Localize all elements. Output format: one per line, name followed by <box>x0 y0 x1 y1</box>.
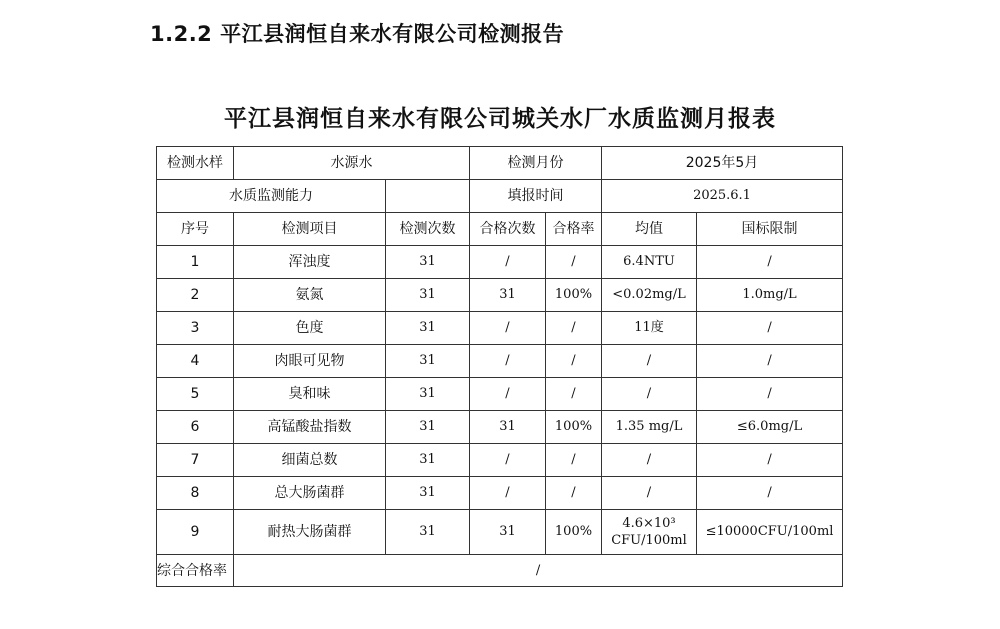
table-row <box>157 411 843 444</box>
table-row <box>157 312 843 345</box>
row-pass: / <box>470 246 546 279</box>
row-item: 总大肠菌群 <box>234 477 386 510</box>
row-rate: 100% <box>546 411 602 444</box>
row-item: 耐热大肠菌群 <box>234 510 386 555</box>
summary-label: 综合合格率 <box>157 555 234 587</box>
header-rate: 合格率 <box>546 213 602 246</box>
row-limit: / <box>697 477 843 510</box>
header-mean: 均值 <box>602 213 697 246</box>
table-row <box>157 279 843 312</box>
row-limit: / <box>697 246 843 279</box>
row-rate: / <box>546 378 602 411</box>
row-count: 31 <box>386 444 470 477</box>
fill-time-label: 填报时间 <box>470 180 602 213</box>
sample-label: 检测水样 <box>157 147 234 180</box>
table-row <box>157 510 843 555</box>
month-value: 2025年5月 <box>602 147 843 180</box>
row-mean: / <box>602 444 697 477</box>
row-mean: / <box>602 378 697 411</box>
row-no: 3 <box>157 312 234 345</box>
row-rate: / <box>546 312 602 345</box>
table-row <box>157 378 843 411</box>
row-no: 8 <box>157 477 234 510</box>
row-limit: 1.0mg/L <box>697 279 843 312</box>
summary-row <box>157 555 843 587</box>
row-no: 6 <box>157 411 234 444</box>
table-title: 平江县润恒自来水有限公司城关水厂水质监测月报表 <box>224 105 776 132</box>
row-item: 色度 <box>234 312 386 345</box>
header-row <box>157 213 843 246</box>
row-count: 31 <box>386 378 470 411</box>
row-no: 7 <box>157 444 234 477</box>
row-limit: ≤10000CFU/100ml <box>697 510 843 555</box>
row-item: 肉眼可见物 <box>234 345 386 378</box>
capability-value <box>386 180 470 213</box>
row-item: 臭和味 <box>234 378 386 411</box>
row-count: 31 <box>386 510 470 555</box>
row-rate: / <box>546 477 602 510</box>
row-mean: 1.35 mg/L <box>602 411 697 444</box>
row-item: 细菌总数 <box>234 444 386 477</box>
row-no: 9 <box>157 510 234 555</box>
row-rate: / <box>546 246 602 279</box>
header-no: 序号 <box>157 213 234 246</box>
row-count: 31 <box>386 477 470 510</box>
row-count: 31 <box>386 411 470 444</box>
row-rate: / <box>546 444 602 477</box>
row-pass: / <box>470 312 546 345</box>
row-limit: / <box>697 378 843 411</box>
water-quality-report-table <box>156 146 843 587</box>
row-mean: / <box>602 345 697 378</box>
row-count: 31 <box>386 246 470 279</box>
row-pass: 31 <box>470 411 546 444</box>
row-pass: / <box>470 378 546 411</box>
row-mean: / <box>602 477 697 510</box>
row-count: 31 <box>386 279 470 312</box>
table-row <box>157 345 843 378</box>
header-pass: 合格次数 <box>470 213 546 246</box>
row-rate: / <box>546 345 602 378</box>
row-pass: 31 <box>470 510 546 555</box>
capability-label: 水质监测能力 <box>157 180 386 213</box>
row-limit: / <box>697 345 843 378</box>
row-limit: / <box>697 312 843 345</box>
table-row <box>157 246 843 279</box>
row-no: 4 <box>157 345 234 378</box>
row-no: 2 <box>157 279 234 312</box>
summary-value: / <box>234 555 843 587</box>
header-count: 检测次数 <box>386 213 470 246</box>
sample-value: 水源水 <box>234 147 470 180</box>
row-pass: / <box>470 444 546 477</box>
row-rate: 100% <box>546 510 602 555</box>
row-mean: 6.4NTU <box>602 246 697 279</box>
row-no: 5 <box>157 378 234 411</box>
row-mean: 4.6×10³ CFU/100ml <box>602 510 697 555</box>
row-rate: 100% <box>546 279 602 312</box>
header-item: 检测项目 <box>234 213 386 246</box>
row-count: 31 <box>386 312 470 345</box>
row-item: 高锰酸盐指数 <box>234 411 386 444</box>
table-row <box>157 444 843 477</box>
row-mean: 11度 <box>602 312 697 345</box>
table-row <box>157 477 843 510</box>
row-item: 浑浊度 <box>234 246 386 279</box>
row-limit: / <box>697 444 843 477</box>
row-pass: 31 <box>470 279 546 312</box>
row-no: 1 <box>157 246 234 279</box>
row-count: 31 <box>386 345 470 378</box>
row-pass: / <box>470 477 546 510</box>
row-item: 氨氮 <box>234 279 386 312</box>
info-row-sample <box>157 147 843 180</box>
row-mean: <0.02mg/L <box>602 279 697 312</box>
fill-time-value: 2025.6.1 <box>602 180 843 213</box>
section-heading: 1.2.2 平江县润恒自来水有限公司检测报告 <box>150 22 565 46</box>
header-limit: 国标限制 <box>697 213 843 246</box>
month-label: 检测月份 <box>470 147 602 180</box>
info-row-capability <box>157 180 843 213</box>
row-pass: / <box>470 345 546 378</box>
row-limit: ≤6.0mg/L <box>697 411 843 444</box>
